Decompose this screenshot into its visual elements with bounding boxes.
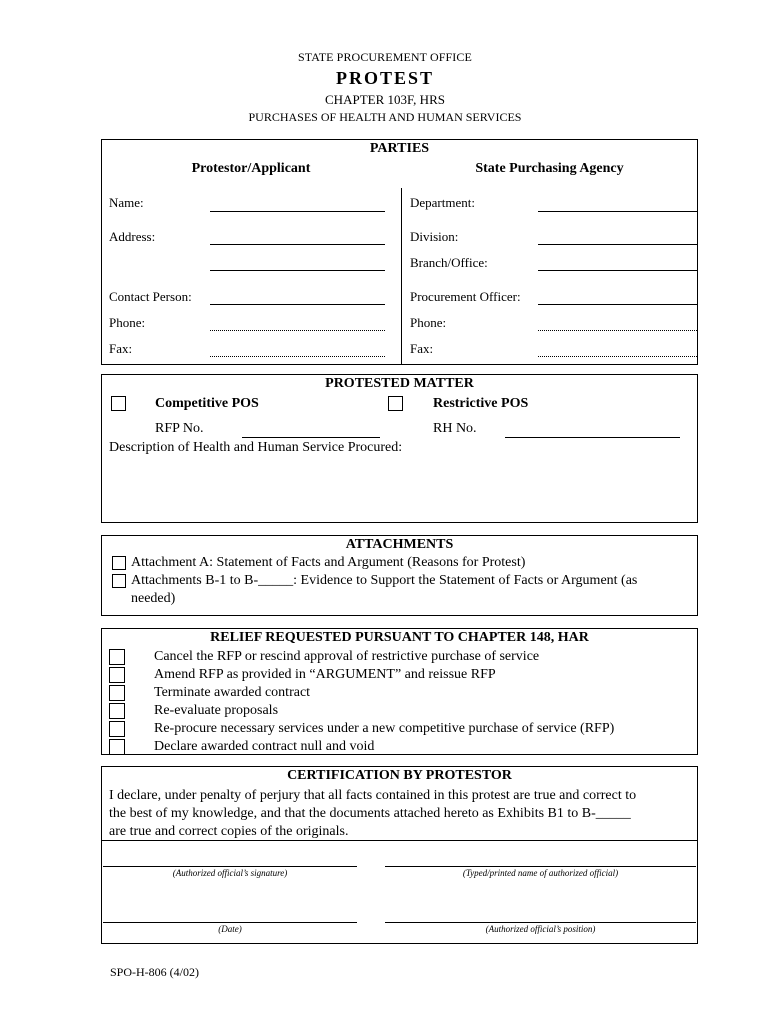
agency-fax-label: Fax: <box>410 341 434 356</box>
certification-line-1: I declare, under penalty of perjury that all facts contained in this protest are true and correct to <box>109 788 637 803</box>
agency-heading: State Purchasing Agency <box>475 161 624 176</box>
date-caption: (Date) <box>218 924 242 934</box>
relief-reprocure-checkbox[interactable] <box>109 721 125 737</box>
relief-reevaluate-label: Re-evaluate proposals <box>154 703 279 718</box>
address-field[interactable] <box>210 244 385 245</box>
relief-title: RELIEF REQUESTED PURSUANT TO CHAPTER 148, HAR <box>210 630 589 645</box>
agency-phone-label: Phone: <box>410 315 447 330</box>
form-subtitle: PURCHASES OF HEALTH AND HUMAN SERVICES <box>248 110 522 124</box>
attachment-a-label: Attachment A: Statement of Facts and Argument (Reasons for Protest) <box>131 555 526 570</box>
phone-field[interactable] <box>210 330 385 331</box>
form-title: PROTEST <box>335 68 435 88</box>
relief-amend-label: Amend RFP as provided in “ARGUMENT” and reissue RFP <box>154 667 496 682</box>
agency-fax-field[interactable] <box>538 356 697 357</box>
contact-field[interactable] <box>210 304 385 305</box>
division-field[interactable] <box>538 244 697 245</box>
protestor-heading: Protestor/Applicant <box>191 161 311 176</box>
address-label: Address: <box>109 229 156 244</box>
fax-label: Fax: <box>109 341 133 356</box>
relief-amend-checkbox[interactable] <box>109 667 125 683</box>
branch-label: Branch/Office: <box>410 255 488 270</box>
competitive-pos-label: Competitive POS <box>155 396 259 411</box>
rfp-number-field[interactable] <box>242 437 380 438</box>
parties-divider <box>401 188 402 365</box>
certification-line-3: are true and correct copies of the originals. <box>109 824 349 839</box>
officer-label: Procurement Officer: <box>410 289 521 304</box>
attachments-title: ATTACHMENTS <box>345 537 454 552</box>
rh-label: RH No. <box>433 421 477 436</box>
attachment-a-checkbox[interactable] <box>112 556 126 570</box>
department-label: Department: <box>410 195 475 210</box>
printed-name-field[interactable] <box>385 866 696 867</box>
officer-field[interactable] <box>538 304 697 305</box>
relief-void-checkbox[interactable] <box>109 739 125 755</box>
form-id: SPO-H-806 (4/02) <box>110 965 199 979</box>
address-field-2[interactable] <box>210 270 385 271</box>
division-label: Division: <box>410 229 459 244</box>
rh-number-field[interactable] <box>505 437 680 438</box>
printed-name-caption: (Typed/printed name of authorized official) <box>462 868 619 878</box>
signature-field[interactable] <box>103 866 357 867</box>
position-field[interactable] <box>385 922 696 923</box>
relief-reprocure-label: Re-procure necessary services under a new competitive purchase of service (RFP) <box>154 721 615 736</box>
relief-terminate-label: Terminate awarded contract <box>154 685 311 700</box>
contact-label: Contact Person: <box>109 289 192 304</box>
fax-field[interactable] <box>210 356 385 357</box>
certification-title: CERTIFICATION BY PROTESTOR <box>287 768 512 783</box>
restrictive-pos-label: Restrictive POS <box>433 396 529 411</box>
protested-title: PROTESTED MATTER <box>325 376 474 391</box>
name-field[interactable] <box>210 211 385 212</box>
attachment-b-label-cont: needed) <box>131 591 176 606</box>
name-label: Name: <box>109 195 144 210</box>
certification-divider <box>101 840 698 841</box>
phone-label: Phone: <box>109 315 146 330</box>
attachment-b-checkbox[interactable] <box>112 574 126 588</box>
relief-reevaluate-checkbox[interactable] <box>109 703 125 719</box>
restrictive-pos-checkbox[interactable] <box>388 396 403 411</box>
relief-cancel-checkbox[interactable] <box>109 649 125 665</box>
chapter-line: CHAPTER 103F, HRS <box>325 92 445 107</box>
parties-title: PARTIES <box>369 141 430 156</box>
date-field[interactable] <box>103 922 357 923</box>
department-field[interactable] <box>538 211 697 212</box>
relief-terminate-checkbox[interactable] <box>109 685 125 701</box>
attachment-b-label: Attachments B-1 to B-_____: Evidence to Support the Statement of Facts or Argument (as <box>131 573 638 588</box>
description-label: Description of Health and Human Service Procured: <box>109 440 403 455</box>
signature-caption: (Authorized official’s signature) <box>172 868 288 878</box>
office-name: STATE PROCUREMENT OFFICE <box>298 50 472 64</box>
rfp-label: RFP No. <box>155 421 204 436</box>
relief-cancel-label: Cancel the RFP or rescind approval of restrictive purchase of service <box>154 649 540 664</box>
position-caption: (Authorized official’s position) <box>485 924 596 934</box>
agency-phone-field[interactable] <box>538 330 697 331</box>
branch-field[interactable] <box>538 270 697 271</box>
relief-void-label: Declare awarded contract null and void <box>154 739 375 754</box>
certification-line-2: the best of my knowledge, and that the documents attached hereto as Exhibits B1 to B-_____ <box>109 806 631 821</box>
competitive-pos-checkbox[interactable] <box>111 396 126 411</box>
